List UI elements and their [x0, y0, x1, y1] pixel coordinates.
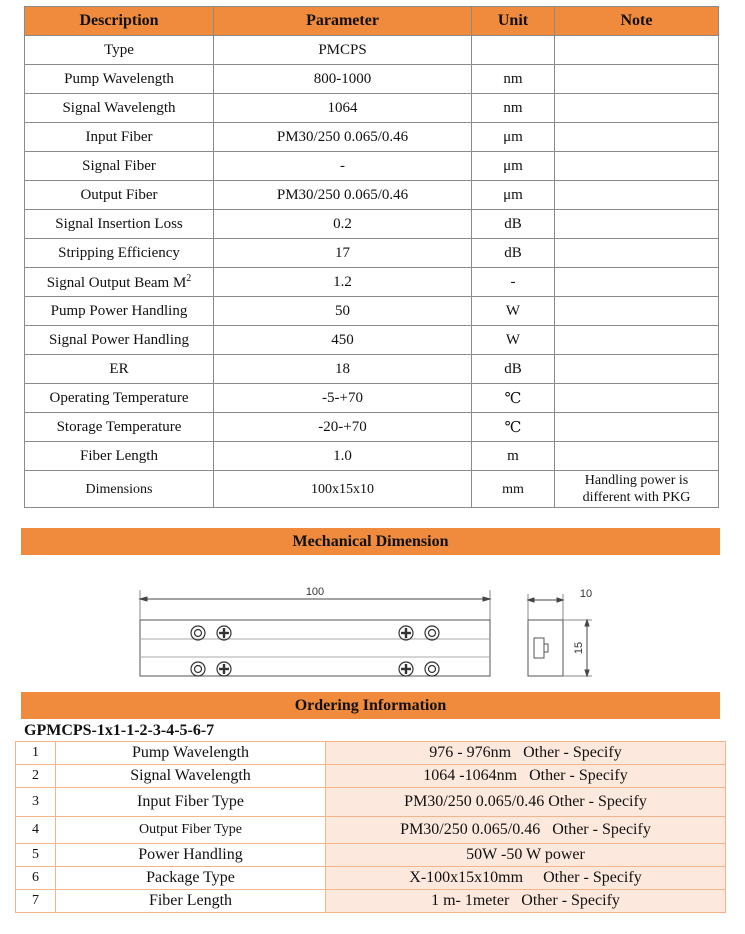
spec-row — [25, 65, 719, 94]
height-dimension-label: 15 — [573, 641, 585, 655]
ordering-table — [15, 741, 726, 913]
spec-row — [25, 36, 719, 65]
spec-description-text: Signal Output Beam M — [46, 274, 187, 291]
spec-parameter: 1064 — [214, 94, 472, 123]
spec-note — [555, 384, 719, 413]
ordering-row — [16, 867, 726, 890]
spec-header-row — [25, 7, 719, 36]
spec-parameter: PMCPS — [214, 36, 472, 65]
spec-unit: dB — [472, 210, 555, 239]
spec-row — [25, 210, 719, 239]
spec-parameter: 450 — [214, 326, 472, 355]
spec-unit: μm — [472, 123, 555, 152]
spec-unit: dB — [472, 239, 555, 268]
spec-parameter: -5-+70 — [214, 384, 472, 413]
spec-note — [555, 297, 719, 326]
spec-unit: dB — [472, 355, 555, 384]
spec-note — [555, 210, 719, 239]
spec-description: Pump Wavelength — [25, 65, 214, 94]
spec-unit: ℃ — [472, 384, 555, 413]
ordering-number: 6 — [16, 867, 56, 890]
ordering-number: 1 — [16, 742, 56, 765]
note-line: Handling power is — [584, 473, 689, 488]
spec-description: Signal Fiber — [25, 152, 214, 181]
spec-description: Type — [25, 36, 214, 65]
ordering-label: Signal Wavelength — [56, 765, 326, 788]
ordering-row — [16, 844, 726, 867]
spec-note — [555, 65, 719, 94]
spec-description: ER — [25, 355, 214, 384]
superscript-text: 2 — [186, 272, 192, 284]
spec-description: Pump Power Handling — [25, 297, 214, 326]
spec-unit: m — [472, 442, 555, 471]
spec-note — [555, 326, 719, 355]
spec-description: Stripping Efficiency — [25, 239, 214, 268]
spec-row — [25, 239, 719, 268]
spec-description: Output Fiber — [25, 181, 214, 210]
spec-parameter: -20-+70 — [214, 413, 472, 442]
spec-description: Fiber Length — [25, 442, 214, 471]
spec-unit: mm — [472, 471, 555, 508]
spec-description: Signal Wavelength — [25, 94, 214, 123]
spec-description: Signal Power Handling — [25, 326, 214, 355]
ordering-label: Output Fiber Type — [56, 817, 326, 844]
spec-unit: - — [472, 268, 555, 297]
spec-description: Signal Insertion Loss — [25, 210, 214, 239]
spec-row — [25, 326, 719, 355]
spec-parameter: PM30/250 0.065/0.46 — [214, 123, 472, 152]
ordering-value: 1064 -1064nm Other - Specify — [326, 765, 726, 788]
spec-unit: μm — [472, 152, 555, 181]
spec-row — [25, 442, 719, 471]
header-description: Description — [25, 7, 214, 36]
spec-unit: nm — [472, 94, 555, 123]
spec-parameter: 50 — [214, 297, 472, 326]
ordering-value: PM30/250 0.065/0.46 Other - Specify — [326, 788, 726, 817]
mechanical-drawing — [120, 582, 600, 687]
ordering-value: 1 m- 1meter Other - Specify — [326, 890, 726, 913]
ordering-value: X-100x15x10mm Other - Specify — [326, 867, 726, 890]
ordering-label: Fiber Length — [56, 890, 326, 913]
ordering-label: Input Fiber Type — [56, 788, 326, 817]
spec-row — [25, 413, 719, 442]
ordering-number: 7 — [16, 890, 56, 913]
spec-parameter: 18 — [214, 355, 472, 384]
ordering-number: 4 — [16, 817, 56, 844]
ordering-number: 5 — [16, 844, 56, 867]
spec-parameter: 0.2 — [214, 210, 472, 239]
ordering-number: 2 — [16, 765, 56, 788]
spec-description: Operating Temperature — [25, 384, 214, 413]
spec-row — [25, 384, 719, 413]
length-dimension-label: 100 — [305, 586, 325, 598]
spec-parameter: - — [214, 152, 472, 181]
spec-parameter: 17 — [214, 239, 472, 268]
spec-unit: μm — [472, 181, 555, 210]
spec-row — [25, 355, 719, 384]
ordering-label: Pump Wavelength — [56, 742, 326, 765]
ordering-value: 50W -50 W power — [326, 844, 726, 867]
spec-row — [25, 181, 719, 210]
spec-row — [25, 297, 719, 326]
ordering-row — [16, 765, 726, 788]
width-dimension-label: 10 — [579, 588, 593, 600]
spec-parameter: 100x15x10 — [214, 471, 472, 508]
spec-unit: W — [472, 297, 555, 326]
header-note: Note — [555, 7, 719, 36]
note-line: different with PKG — [582, 490, 691, 505]
spec-row — [25, 123, 719, 152]
spec-parameter: 1.2 — [214, 268, 472, 297]
spec-unit: nm — [472, 65, 555, 94]
spec-unit: W — [472, 326, 555, 355]
spec-note — [555, 442, 719, 471]
spec-note — [555, 152, 719, 181]
spec-row — [25, 152, 719, 181]
ordering-row — [16, 890, 726, 913]
ordering-row — [16, 788, 726, 817]
spec-description: Input Fiber — [25, 123, 214, 152]
spec-description: Dimensions — [25, 471, 214, 508]
mechanical-dimension-banner: Mechanical Dimension — [21, 528, 720, 555]
ordering-row — [16, 742, 726, 765]
spec-parameter: PM30/250 0.065/0.46 — [214, 181, 472, 210]
ordering-row — [16, 817, 726, 844]
side-view — [528, 594, 592, 676]
spec-note — [555, 268, 719, 297]
spec-row — [25, 471, 719, 508]
ordering-label: Package Type — [56, 867, 326, 890]
spec-parameter: 800-1000 — [214, 65, 472, 94]
ordering-value: 976 - 976nm Other - Specify — [326, 742, 726, 765]
spec-note — [555, 36, 719, 65]
header-unit: Unit — [472, 7, 555, 36]
spec-description: Storage Temperature — [25, 413, 214, 442]
header-parameter: Parameter — [214, 7, 472, 36]
spec-description — [25, 268, 214, 297]
ordering-code: GPMCPS-1x1-1-2-3-4-5-6-7 — [24, 722, 215, 739]
spec-note — [555, 94, 719, 123]
spec-parameter: 1.0 — [214, 442, 472, 471]
spec-note — [555, 239, 719, 268]
spec-note — [555, 471, 719, 508]
spec-note — [555, 355, 719, 384]
spec-unit — [472, 36, 555, 65]
specification-table — [24, 6, 719, 508]
spec-row — [25, 268, 719, 297]
ordering-value: PM30/250 0.065/0.46 Other - Specify — [326, 817, 726, 844]
ordering-label: Power Handling — [56, 844, 326, 867]
spec-unit: ℃ — [472, 413, 555, 442]
spec-note — [555, 413, 719, 442]
spec-note — [555, 181, 719, 210]
ordering-number: 3 — [16, 788, 56, 817]
spec-row — [25, 94, 719, 123]
spec-note — [555, 123, 719, 152]
ordering-information-banner: Ordering Information — [21, 692, 720, 719]
front-view — [140, 590, 490, 676]
mounting-holes — [191, 626, 439, 676]
